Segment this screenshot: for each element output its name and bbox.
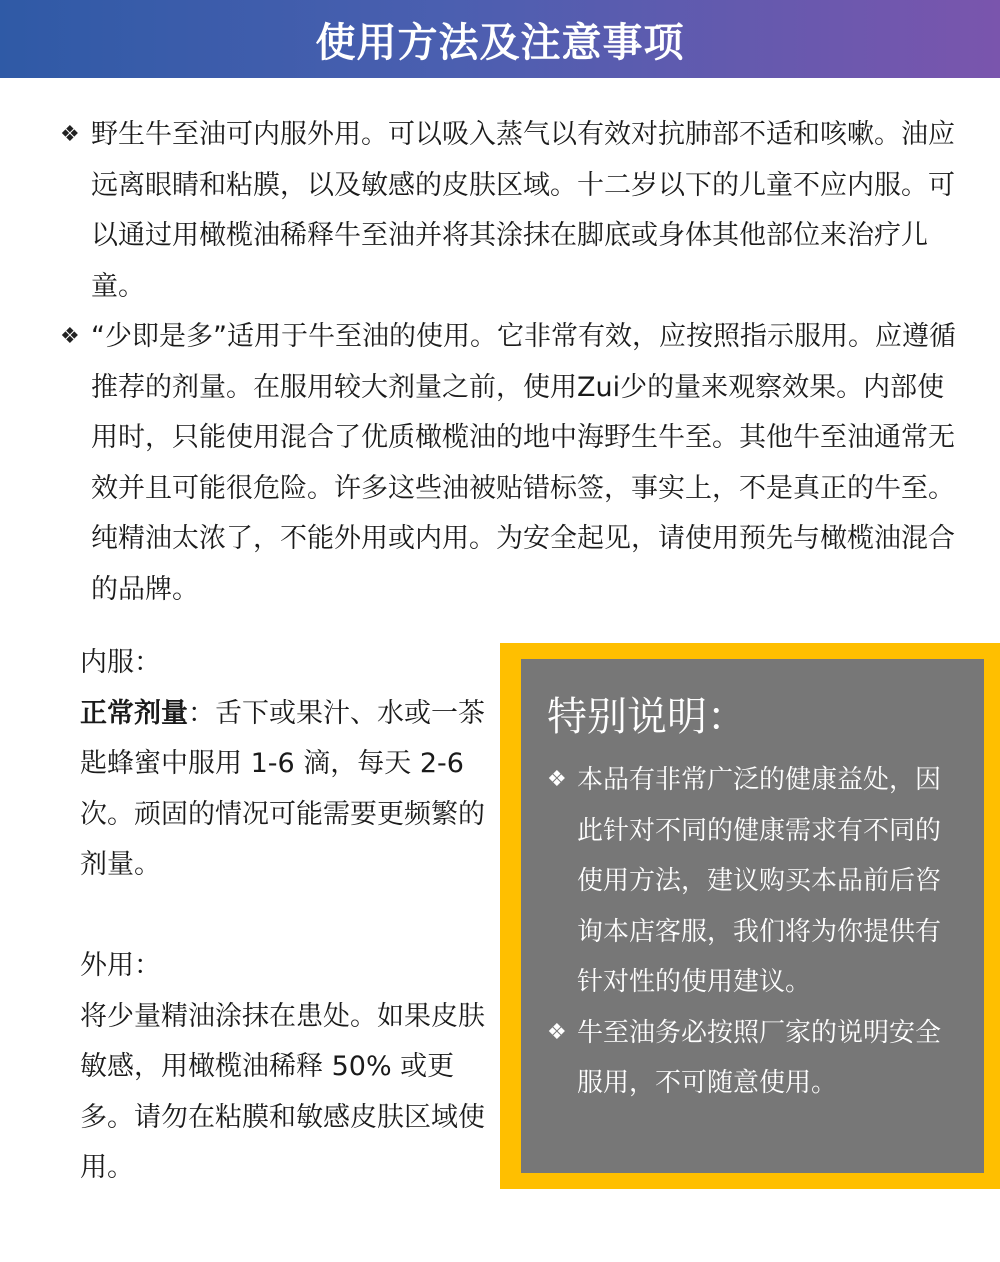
special-note-text: 本品有非常广泛的健康益处，因此针对不同的健康需求有不同的使用方法，建议购买本品前后咨询本店客服，我们将为你提供有针对性的使用建议。 [577, 765, 942, 997]
page-header [0, 0, 1000, 78]
usage-section [80, 638, 490, 1194]
diamond-bullet-icon: ❖ [547, 1019, 567, 1045]
internal-heading: 内服： [80, 647, 161, 678]
external-heading: 外用： [80, 950, 161, 981]
diamond-bullet-icon: ❖ [60, 122, 80, 147]
special-note-item [547, 1008, 962, 1109]
special-note-item [547, 755, 962, 1008]
diamond-bullet-icon: ❖ [60, 324, 80, 349]
note-item [60, 110, 965, 312]
special-note-box [500, 643, 1000, 1189]
special-note-title: 特别说明： [547, 694, 747, 740]
note-text: 野生牛至油可内服外用。可以吸入蒸气以有效对抗肺部不适和咳嗽。油应远离眼睛和粘膜，以及敏感的皮肤区域。十二岁以下的儿童不应内服。可以通过用橄榄油稀释牛至油并将其涂抹在脚底或身体其他部位来治疗儿童。 [91, 119, 955, 302]
dose-label: 正常剂量 [80, 697, 188, 729]
note-text: “少即是多”适用于牛至油的使用。它非常有效，应按照指示服用。应遵循推荐的剂量。在服用较大剂量之前，使用Zui少的量来观察效果。内部使用时，只能使用混合了优质橄榄油的地中海野生牛至。其他牛至油通常无效并且可能很危险。许多这些油被贴错标签，事实上，不是真正的牛至。纯精油太浓了，不能外用或内用。为安全起见，请使用预先与橄榄油混合的品牌。 [91, 321, 956, 605]
dose-text: ：舌下或果汁、水或一茶匙蜂蜜中服用 1-6 滴，每天 2-6 次。顽固的情况可能需要更频繁的剂量。 [80, 697, 485, 880]
special-note-text: 牛至油务必按照厂家的说明安全服用，不可随意使用。 [577, 1017, 942, 1098]
section-spacer [80, 891, 490, 942]
note-item [60, 312, 965, 615]
page-title: 使用方法及注意事项 [315, 19, 685, 66]
special-note-panel [521, 659, 984, 1173]
notes-list [60, 110, 965, 615]
external-text: 将少量精油涂抹在患处。如果皮肤敏感，用橄榄油稀释 50% 或更多。请勿在粘膜和敏感皮肤区域使用。 [80, 1000, 485, 1183]
diamond-bullet-icon: ❖ [547, 767, 567, 792]
internal-dose [80, 689, 490, 891]
